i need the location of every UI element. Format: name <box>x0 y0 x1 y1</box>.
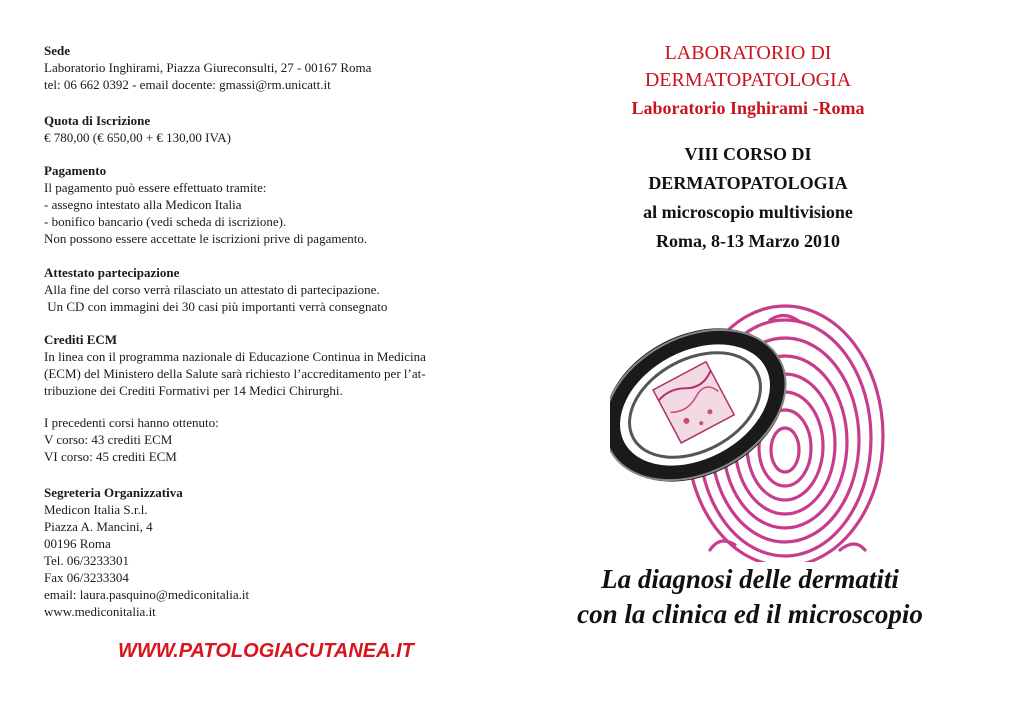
cover-column <box>560 40 936 256</box>
fingerprint-lens-illustration <box>610 300 890 562</box>
quota-amount: € 780,00 (€ 650,00 + € 130,00 IVA) <box>44 130 231 145</box>
pagamento-section <box>44 162 367 247</box>
segreteria-website[interactable]: www.mediconitalia.it <box>44 604 156 619</box>
pagamento-line: - bonifico bancario (vedi scheda di iscrizione). <box>44 214 287 229</box>
sede-title: Sede <box>44 43 70 58</box>
quota-title: Quota di Iscrizione <box>44 113 151 128</box>
attestato-line: Alla fine del corso verrà rilasciato un attestato di partecipazione. <box>44 282 380 297</box>
precedenti-line: I precedenti corsi hanno ottenuto: <box>44 415 219 430</box>
ecm-title: Crediti ECM <box>44 332 118 347</box>
sede-contacts: tel: 06 662 0392 - email docente: gmassi@rm.unicatt.it <box>44 77 331 92</box>
sede-section <box>44 42 371 93</box>
course-title-line1: VIII CORSO DI <box>684 144 812 164</box>
ecm-line: In linea con il programma nazionale di Educazione Continua in Medicina <box>44 349 426 364</box>
segreteria-company: Medicon Italia S.r.l. <box>44 502 148 517</box>
segreteria-title: Segreteria Organizzativa <box>44 485 183 500</box>
segreteria-phone: Tel. 06/3233301 <box>44 553 130 568</box>
precedenti-section <box>44 414 219 465</box>
attestato-section <box>44 264 387 315</box>
precedenti-line: V corso: 43 crediti ECM <box>44 432 173 447</box>
lab-subtitle: Laboratorio Inghirami -Roma <box>631 98 865 118</box>
ecm-section <box>44 331 426 399</box>
tagline-line1: La diagnosi delle dermatiti <box>601 564 899 594</box>
sede-address: Laboratorio Inghirami, Piazza Giureconsulti, 27 - 00167 Roma <box>44 60 372 75</box>
lab-title-line2: DERMATOPATOLOGIA <box>644 69 852 91</box>
segreteria-fax: Fax 06/3233304 <box>44 570 129 585</box>
website-link[interactable]: WWW.PATOLOGIACUTANEA.IT <box>118 640 414 662</box>
course-date: Roma, 8-13 Marzo 2010 <box>656 231 840 251</box>
pagamento-line: Il pagamento può essere effettuato tramite: <box>44 180 267 195</box>
tagline <box>540 562 960 632</box>
ecm-line: tribuzione dei Crediti Formativi per 14 Medici Chirurghi. <box>44 383 343 398</box>
segreteria-city: 00196 Roma <box>44 536 111 551</box>
petri-dish-icon <box>610 300 812 510</box>
segreteria-email[interactable]: email: laura.pasquino@mediconitalia.it <box>44 587 250 602</box>
pagamento-title: Pagamento <box>44 163 107 178</box>
segreteria-street: Piazza A. Mancini, 4 <box>44 519 153 534</box>
precedenti-line: VI corso: 45 crediti ECM <box>44 449 177 464</box>
segreteria-section <box>44 484 249 620</box>
course-subtitle: al microscopio multivisione <box>643 202 853 222</box>
lab-title-line1: LABORATORIO DI <box>664 42 832 64</box>
attestato-title: Attestato partecipazione <box>44 265 180 280</box>
pagamento-line: Non possono essere accettate le iscrizioni prive di pagamento. <box>44 231 368 246</box>
ecm-line: (ECM) del Ministero della Salute sarà richiesto l’accreditamento per l’at- <box>44 366 426 381</box>
quota-section <box>44 112 231 146</box>
tagline-line2: con la clinica ed il microscopio <box>577 599 923 629</box>
course-title-line2: DERMATOPATOLOGIA <box>648 173 848 193</box>
attestato-line: Un CD con immagini dei 30 casi più importanti verrà consegnato <box>44 299 388 314</box>
pagamento-line: - assegno intestato alla Medicon Italia <box>44 197 242 212</box>
